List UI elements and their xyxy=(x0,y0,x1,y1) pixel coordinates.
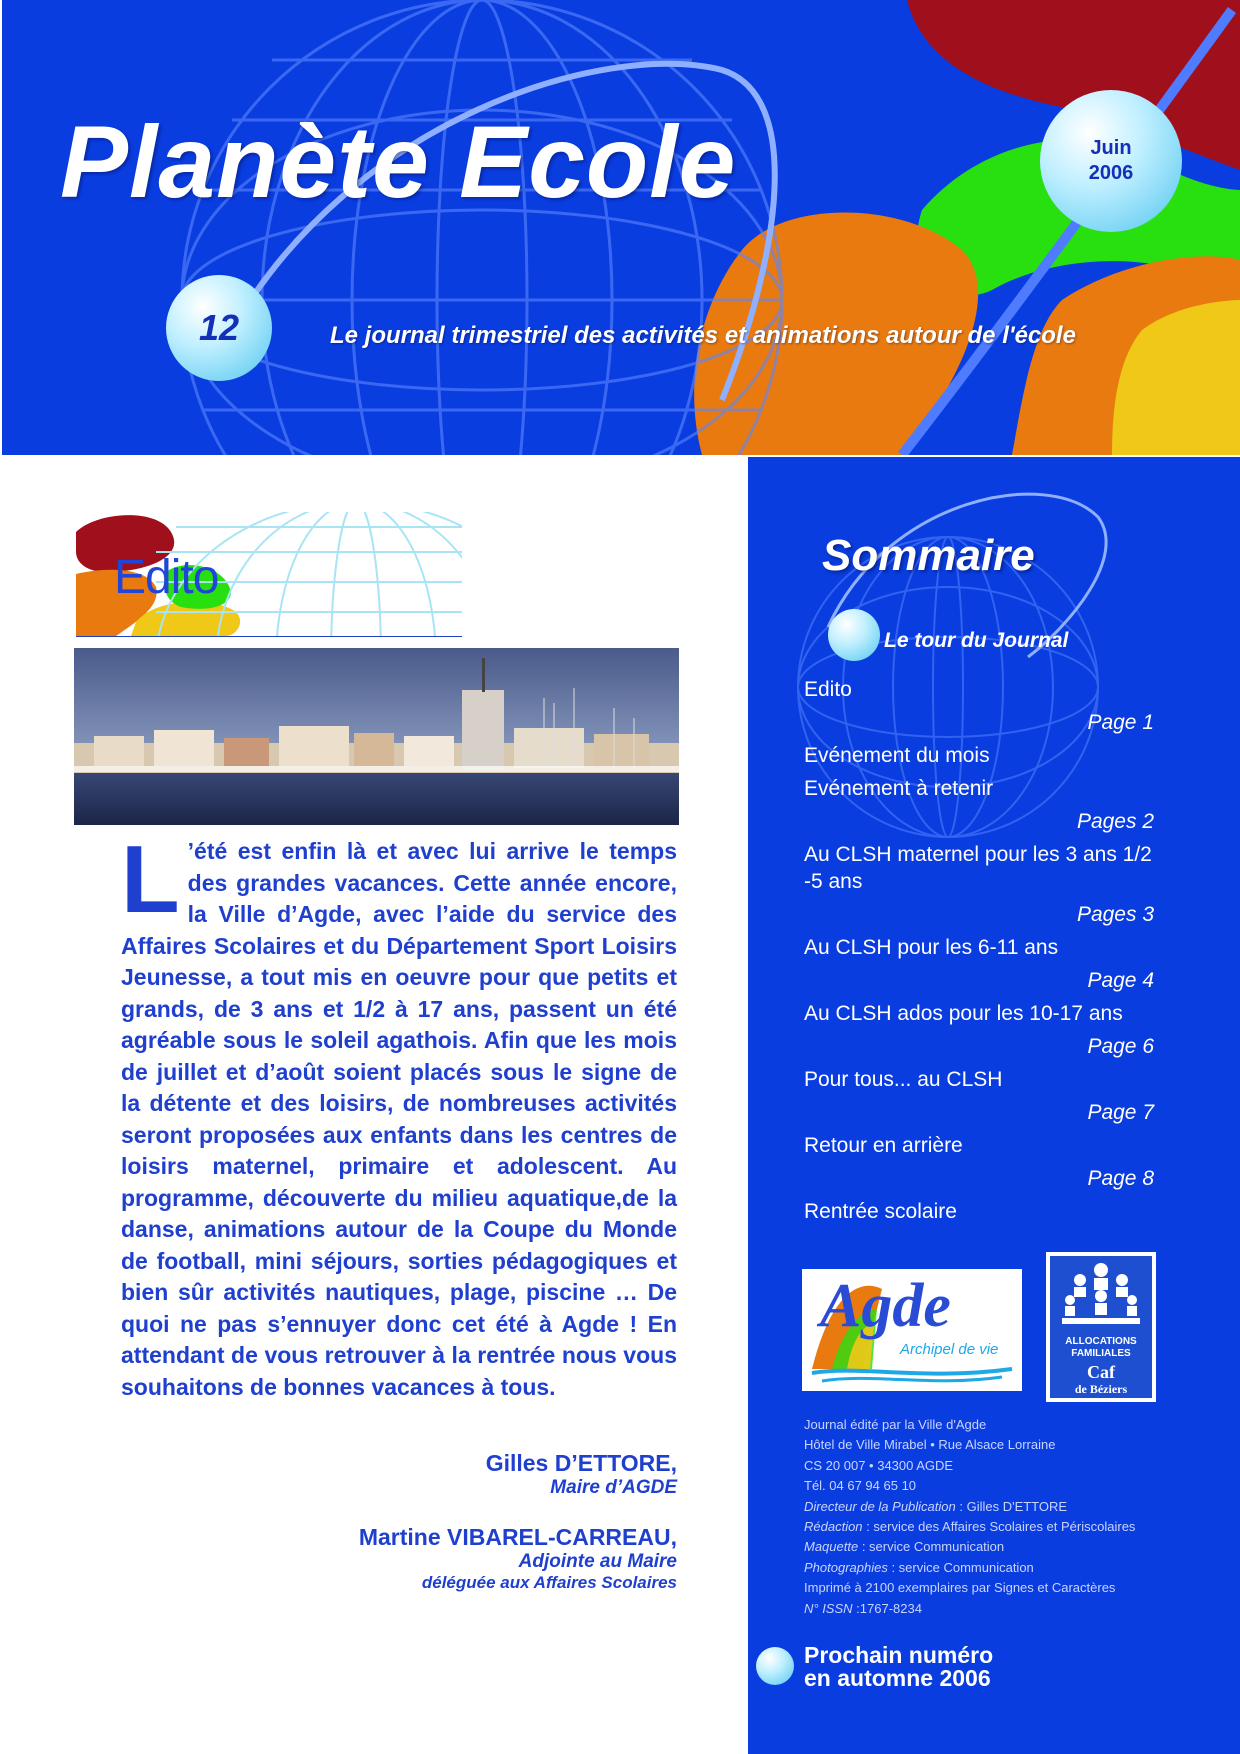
edito-drop-cap: L xyxy=(121,826,180,933)
colophon-line: Tél. 04 67 94 65 10 xyxy=(804,1478,917,1494)
sommaire-subtitle: Le tour du Journal xyxy=(884,629,1069,652)
toc-entry: Edito xyxy=(804,678,852,701)
edito-body xyxy=(121,826,677,1403)
signature-deputy-name: Martine VIBAREL-CARREAU, xyxy=(358,1524,677,1550)
agde-logo-word: Agde xyxy=(820,1272,951,1340)
next-issue-bubble-icon xyxy=(756,1647,794,1685)
toc-page-ref: Page 4 xyxy=(1087,969,1154,992)
harbour-photo-image xyxy=(74,648,679,825)
toc-page-ref: Page 7 xyxy=(1087,1101,1154,1124)
toc-entry: Retour en arrière xyxy=(804,1134,963,1157)
table-of-contents xyxy=(804,676,1154,1231)
next-issue xyxy=(804,1644,993,1690)
toc-entry: Evénement à retenir xyxy=(804,777,994,800)
colophon-line: CS 20 007 • 34300 AGDE xyxy=(804,1457,954,1473)
toc-entry: Rentrée scolaire xyxy=(804,1200,957,1223)
signature-mayor-name: Gilles D’ETTORE, xyxy=(485,1450,677,1476)
edito-heading-block xyxy=(76,512,462,637)
signature-deputy-role: Adjointe au Maire xyxy=(518,1551,677,1572)
signature-deputy xyxy=(359,1524,677,1593)
colophon-printing: Imprimé à 2100 exemplaires par Signes et Caractères xyxy=(804,1580,1116,1596)
toc-page-ref: Pages 3 xyxy=(1076,903,1154,926)
signature-mayor-role: Maire d’AGDE xyxy=(550,1477,677,1498)
toc-page-ref: Page 6 xyxy=(1087,1035,1154,1058)
journal-title: Planète Ecole xyxy=(60,105,737,219)
toc-page-ref: Pages 2 xyxy=(1076,810,1154,833)
issue-number-badge xyxy=(166,275,272,381)
toc-entry: Au CLSH pour les 6-11 ans xyxy=(804,936,1059,959)
sommaire-title: Sommaire xyxy=(822,531,1035,580)
colophon xyxy=(804,1415,1224,1619)
caf-logo xyxy=(1046,1252,1156,1402)
edito-body-text: ’été est enfin là et avec lui arrive le temps des grandes vacances. Cette année encore, la Ville d’Agde, avec l’aide du service des Affaires Scolaires et du Département Sport Loisirs Jeunesse, a tout mis en oeuvre pour que petits et grands, de 3 ans et 1/2 à 17 ans, passent un été agréable sous le soleil agathois. Afin que les mois de juillet et d’août soient placés sous le signe de la détente et des loisirs, de nombreuses activités seront proposées aux enfants dans les centres de loisirs maternel, primaire et adolescent. Au programme, découverte du milieu aquatique,de la danse, animations autour de la Coupe du Monde de football, mini séjours, sorties pédagogiques et bien sûr activités nautiques, plage, piscine … De quoi ne pas s’ennuyer donc cet été à Agde ! En attendant de vous retrouver à la rentrée nous vous souhaitons de bonnes vacances à tous. xyxy=(121,838,677,1400)
toc-page-ref: Page 1 xyxy=(1087,711,1154,734)
agde-logo xyxy=(802,1269,1022,1391)
toc-page-ref: Page 8 xyxy=(1087,1167,1154,1190)
colophon-line: Hôtel de Ville Mirabel • Rue Alsace Lorraine xyxy=(804,1437,1056,1453)
colophon-credit: Maquette : service Communication xyxy=(804,1539,1005,1555)
globe-decoration-icon xyxy=(2,0,1240,455)
colophon-credit: Directeur de la Publication : Gilles D'ETTORE xyxy=(804,1498,1068,1514)
caf-logo-line1: ALLOCATIONS xyxy=(1065,1336,1137,1347)
agde-logo-slogan: Archipel de vie xyxy=(900,1341,999,1358)
caf-logo-line3: Caf xyxy=(1087,1362,1115,1382)
next-issue-line2: en automne 2006 xyxy=(804,1665,991,1691)
sommaire-sidebar xyxy=(748,457,1240,1754)
colophon-credit: Photographies : service Communication xyxy=(804,1559,1034,1575)
caf-family-icon xyxy=(1050,1256,1152,1336)
caf-logo-line2: FAMILIALES xyxy=(1071,1348,1131,1359)
toc-entry: Evénement du mois xyxy=(804,744,990,767)
toc-entry: Pour tous... au CLSH xyxy=(804,1068,1003,1091)
toc-entry: Au CLSH ados pour les 10-17 ans xyxy=(804,1002,1123,1025)
colophon-credit: Rédaction : service des Affaires Scolaires et Périscolaires xyxy=(804,1519,1136,1535)
caf-logo-line4: de Béziers xyxy=(1074,1382,1128,1396)
issue-date-badge xyxy=(1040,90,1182,232)
sommaire-bubble-icon xyxy=(828,609,880,661)
signature-deputy-role2: déléguée aux Affaires Scolaires xyxy=(421,1573,677,1592)
header-banner xyxy=(2,0,1240,455)
tagline: Le journal trimestriel des activités et animations autour de l'école xyxy=(330,322,1076,349)
edito-heading: Edito xyxy=(114,551,219,604)
colophon-line: Journal édité par la Ville d'Agde xyxy=(804,1417,987,1432)
colophon-issn: N° ISSN :1767-8234 xyxy=(804,1600,922,1616)
issue-year: 2006 xyxy=(1088,162,1134,184)
next-issue-line1: Prochain numéro xyxy=(804,1642,994,1668)
toc-entry: Au CLSH maternel pour les 3 ans 1/2 -5 ans xyxy=(804,843,1152,893)
harbour-photo xyxy=(74,648,679,825)
issue-month: Juin xyxy=(1090,137,1132,159)
signature-mayor xyxy=(486,1450,677,1499)
issue-number: 12 xyxy=(198,307,240,348)
